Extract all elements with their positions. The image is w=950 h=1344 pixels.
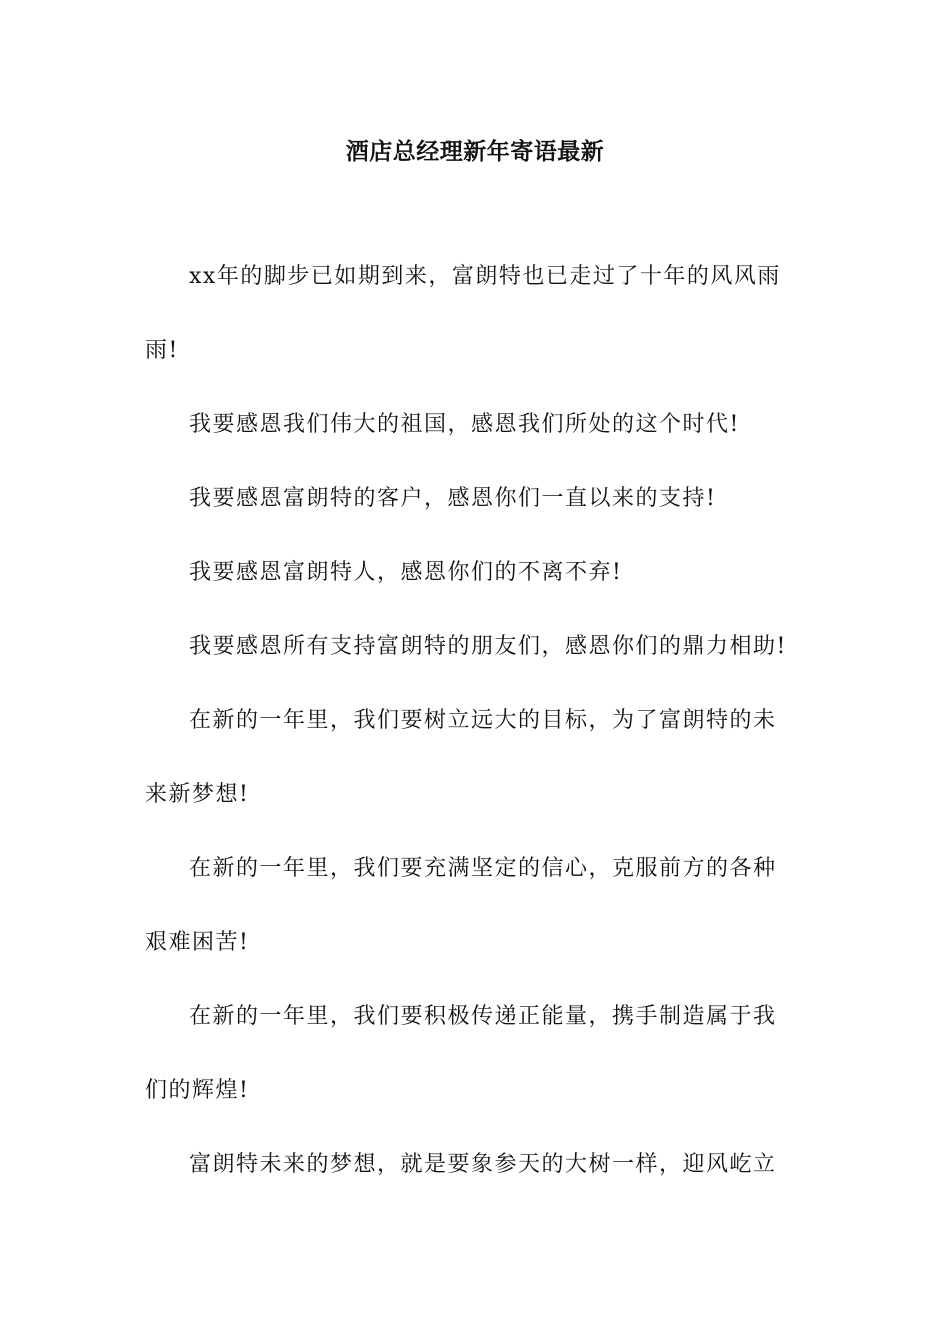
paragraph-line: 艰难困苦!	[145, 930, 250, 955]
paragraph-line: 来新梦想!	[145, 782, 250, 807]
paragraph-8	[145, 998, 807, 1109]
paragraph-3	[145, 480, 807, 517]
paragraph-1	[145, 258, 807, 369]
document-body	[145, 258, 807, 1220]
paragraph-line: 我要感恩富朗特的客户，感恩你们一直以来的支持!	[189, 486, 717, 511]
paragraph-9	[145, 1146, 807, 1183]
paragraph-line: xx年的脚步已如期到来，富朗特也已走过了十年的风风雨	[189, 264, 781, 289]
paragraph-line: 雨!	[145, 338, 179, 363]
paragraph-7	[145, 850, 807, 961]
paragraph-line: 们的辉煌!	[145, 1078, 250, 1103]
paragraph-line: 我要感恩富朗特人，感恩你们的不离不弃!	[189, 560, 623, 585]
paragraph-line: 在新的一年里，我们要充满坚定的信心，克服前方的各种	[189, 856, 777, 881]
paragraph-line: 在新的一年里，我们要积极传递正能量，携手制造属于我	[189, 1004, 777, 1029]
paragraph-line: 在新的一年里，我们要树立远大的目标，为了富朗特的未	[189, 708, 777, 733]
paragraph-line: 我要感恩所有支持富朗特的朋友们，感恩你们的鼎力相助!	[189, 634, 787, 659]
paragraph-line: 富朗特未来的梦想，就是要象参天的大树一样，迎风屹立	[189, 1152, 777, 1177]
paragraph-5	[145, 628, 807, 665]
paragraph-2	[145, 406, 807, 443]
document-title: 酒店总经理新年寄语最新	[345, 138, 605, 165]
paragraph-4	[145, 554, 807, 591]
paragraph-6	[145, 702, 807, 813]
paragraph-line: 我要感恩我们伟大的祖国，感恩我们所处的这个时代!	[189, 412, 740, 437]
